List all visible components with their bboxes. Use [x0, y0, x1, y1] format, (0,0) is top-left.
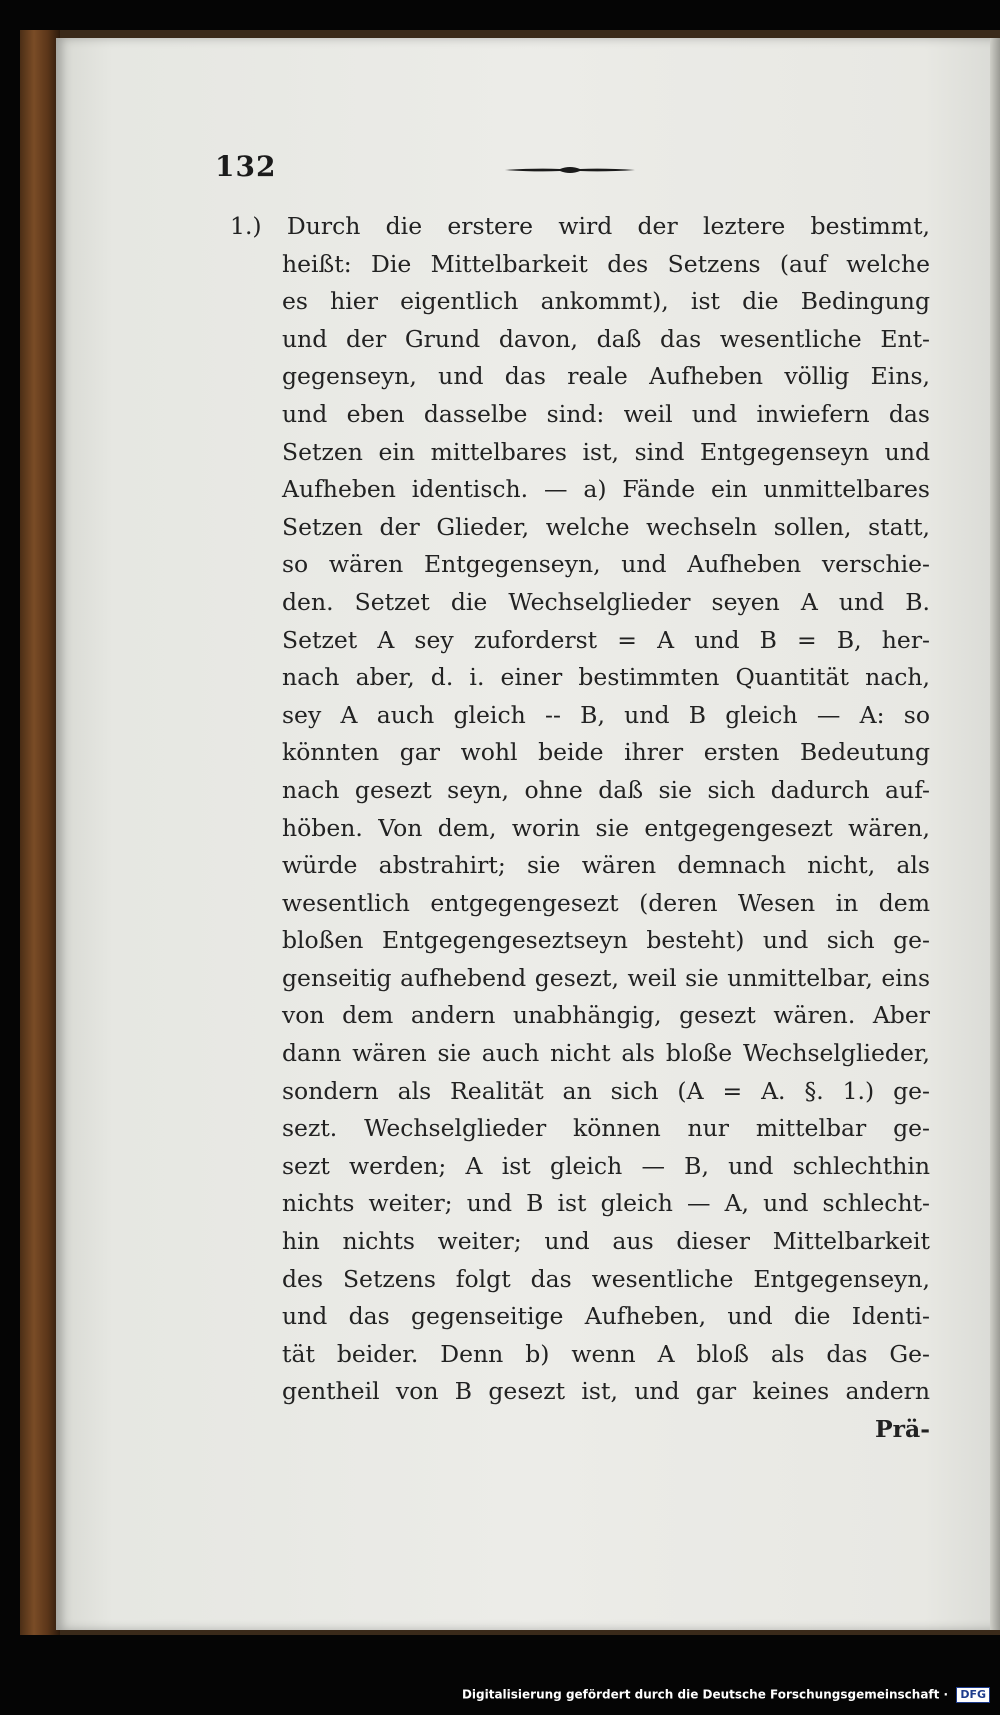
page-right-edge [990, 38, 1000, 1630]
text-line: dann wären sie auch nicht als bloße Wechselglieder, [282, 1039, 930, 1068]
text-line: bloßen Entgegengeseztseyn besteht) und sich ge- [282, 926, 930, 955]
text-line: und das gegenseitige Aufheben, und die Identi- [282, 1302, 930, 1331]
text-line: wesentlich entgegengesezt (deren Wesen in dem [282, 888, 930, 917]
header-ornament-icon [505, 165, 635, 175]
text-line: den. Setzet die Wechselglieder seyen A und B. [282, 587, 930, 616]
text-line: und der Grund davon, daß das wesentliche Ent- [282, 324, 930, 353]
text-line: von dem andern unabhängig, gesezt wären. Aber [282, 1001, 930, 1030]
text-line: könnten gar wohl beide ihrer ersten Bedeutung [282, 738, 930, 767]
text-line: sondern als Realität an sich (A = A. §. 1.) ge- [282, 1076, 930, 1105]
text-line: sey A auch gleich -- B, und B gleich — A: so [282, 700, 930, 729]
book-spine-edge [20, 30, 60, 1635]
text-line: und eben dasselbe sind: weil und inwiefern das [282, 399, 930, 428]
text-line: Setzet A sey zuforderst = A und B = B, her- [282, 625, 930, 654]
text-line: gentheil von B gesezt ist, und gar keines andern [282, 1377, 930, 1406]
text-line: genseitig aufhebend gesezt, weil sie unmittelbar, eins [282, 963, 930, 992]
running-head [215, 150, 925, 190]
body-text [230, 208, 930, 1449]
page-number: 132 [215, 150, 277, 183]
dfg-logo: DFG [956, 1687, 990, 1703]
text-line: nichts weiter; und B ist gleich — A, und schlecht- [282, 1189, 930, 1218]
text-line: so wären Entgegenseyn, und Aufheben verschie- [282, 550, 930, 579]
text-line: des Setzens folgt das wesentliche Entgegenseyn, [282, 1264, 930, 1293]
text-line: höben. Von dem, worin sie entgegengesezt wären, [282, 813, 930, 842]
text-line: gegenseyn, und das reale Aufheben völlig Eins, [282, 362, 930, 391]
text-line: sezt. Wechselglieder können nur mittelbar ge- [282, 1114, 930, 1143]
text-line: es hier eigentlich ankommt), ist die Bedingung [282, 287, 930, 316]
text-line: würde abstrahirt; sie wären demnach nicht, als [282, 851, 930, 880]
text-line: Aufheben identisch. — a) Fände ein unmittelbares [282, 475, 930, 504]
catchword: Prä- [874, 1415, 930, 1443]
text-line: 1.) Durch die erstere wird der leztere bestimmt, [230, 212, 930, 240]
credit-text: Digitalisierung gefördert durch die Deutsche Forschungsgemeinschaft · [461, 1687, 949, 1702]
text-line: tät beider. Denn b) wenn A bloß als das Ge- [282, 1339, 930, 1368]
text-line: sezt werden; A ist gleich — B, und schlechthin [282, 1151, 930, 1180]
text-line: hin nichts weiter; und aus dieser Mittelbarkeit [282, 1227, 930, 1256]
text-line: Setzen der Glieder, welche wechseln sollen, statt, [282, 512, 930, 541]
text-line: heißt: Die Mittelbarkeit des Setzens (auf welche [282, 249, 930, 278]
digitization-credit [0, 1687, 990, 1707]
text-line: nach gesezt seyn, ohne daß sie sich dadurch auf- [282, 775, 930, 804]
text-line: Setzen ein mittelbares ist, sind Entgegenseyn und [282, 437, 930, 466]
text-line: nach aber, d. i. einer bestimmten Quantität nach, [282, 663, 930, 692]
